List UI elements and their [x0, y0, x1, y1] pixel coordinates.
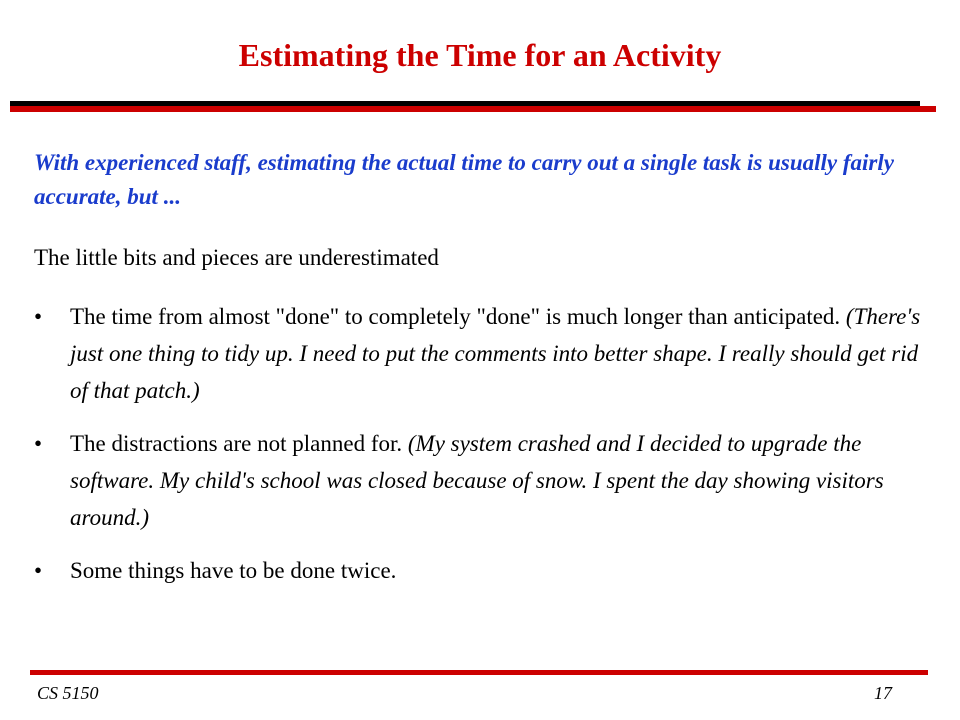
title-rule-black: [10, 101, 920, 106]
footer-course: CS 5150: [37, 683, 99, 703]
bullet-text: The time from almost "done" to completely "done" is much longer than anticipated.: [70, 304, 846, 329]
bullet-text: Some things have to be done twice.: [70, 558, 397, 583]
bullet-aside: (There's just one thing to tidy up. I need to put the comments into better shape. I really should get rid of that patch.): [70, 304, 921, 403]
title-rule-red: [10, 106, 936, 112]
bullet-aside: (My system crashed and I decided to upgrade the software. My child's school was closed because of snow. I spent the day showing visitors around.): [70, 431, 884, 530]
bullet-item: [34, 425, 929, 536]
intro-text: With experienced staff, estimating the actual time to carry out a single task is usually fairly accurate, but ...: [34, 150, 894, 209]
bullet-dot-icon: •: [34, 304, 43, 329]
bullet-item: [34, 552, 929, 589]
bullet-dot-icon: •: [34, 558, 43, 583]
footer-page-number: 17: [874, 683, 892, 703]
bullet-text: The distractions are not planned for.: [70, 431, 408, 456]
bullet-list: [34, 298, 929, 589]
bullet-dot-icon: •: [34, 431, 43, 456]
bullet-item: [34, 298, 929, 409]
footer-rule-red: [30, 670, 928, 675]
lead-text: The little bits and pieces are underestimated: [34, 245, 439, 270]
slide-title: Estimating the Time for an Activity: [238, 37, 722, 73]
